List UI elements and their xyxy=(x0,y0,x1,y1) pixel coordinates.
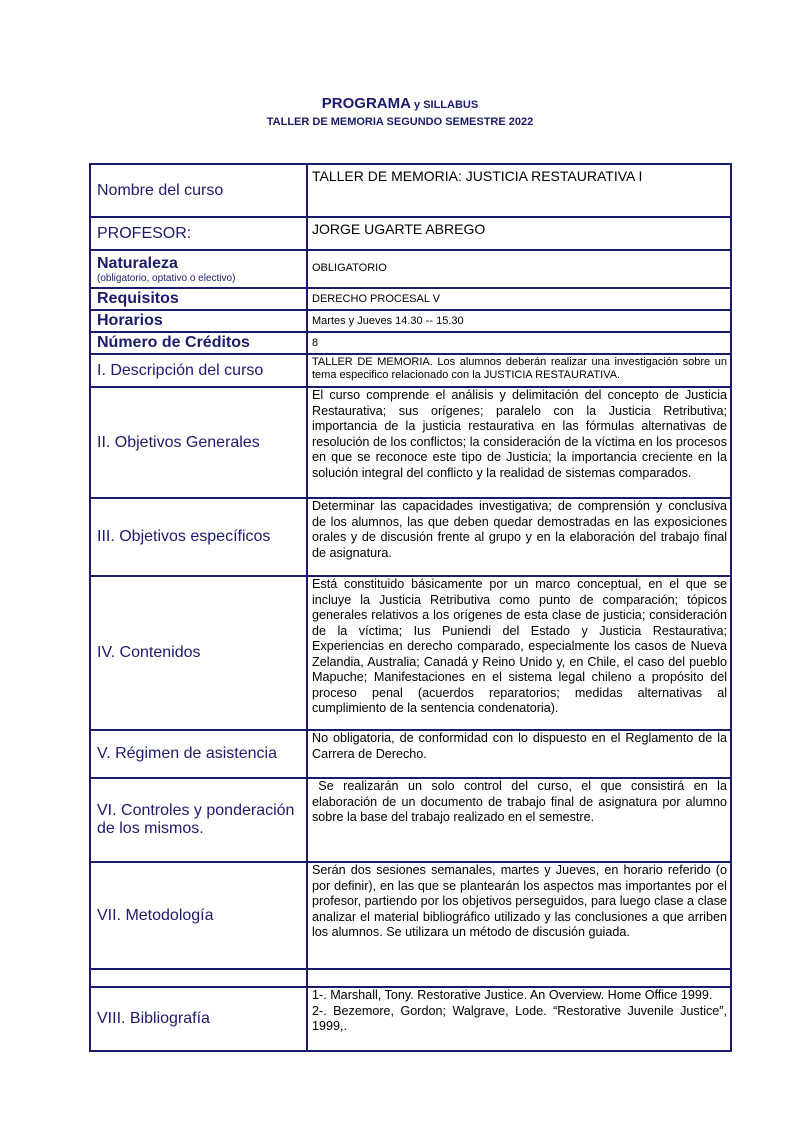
methodology-cell xyxy=(307,862,731,969)
row-credits xyxy=(90,332,731,354)
controls-label: VI. Controles y ponderación de los mismos. xyxy=(90,778,307,862)
description-label: I. Descripción del curso xyxy=(90,354,307,387)
document-header xyxy=(0,95,800,130)
professor-label: PROFESOR: xyxy=(90,217,307,250)
credits-value: 8 xyxy=(312,337,319,349)
professor-cell xyxy=(307,217,731,250)
attendance-cell xyxy=(307,730,731,778)
controls-value: Se realizarán un solo control del curso, el que consistirá en la elaboración de un documento de trabajo final de asignatura por alumno sobre la base del trabajo realizado en el semestre. xyxy=(312,779,727,824)
row-course-name xyxy=(90,164,731,217)
schedule-label: Horarios xyxy=(90,310,307,332)
title-main: PROGRAMA xyxy=(321,95,411,112)
schedule-cell xyxy=(307,310,731,332)
row-professor xyxy=(90,217,731,250)
row-methodology xyxy=(90,862,731,969)
attendance-label: V. Régimen de asistencia xyxy=(90,730,307,778)
specific-objectives-cell xyxy=(307,498,731,576)
course-name-label: Nombre del curso xyxy=(90,164,307,217)
empty-label-cell xyxy=(90,969,307,987)
specific-objectives-value: Determinar las capacidades investigativa; de comprensión y conclusiva de los alumnos, las que deben quedar demostradas en las exposiciones orales y de discusión frente al grupo y en la elaboración del trabajo final de asignatura. xyxy=(312,499,727,560)
title-suffix: y SILLABUS xyxy=(410,99,479,111)
schedule-value: Martes y Jueves 14.30 -- 15.30 xyxy=(312,315,464,327)
row-controls xyxy=(90,778,731,862)
bibliography-item: 1-. Marshall, Tony. Restorative Justice. An Overview. Home Office 1999. xyxy=(312,988,713,1002)
bibliography-label: VIII. Bibliografía xyxy=(90,987,307,1051)
description-value: TALLER DE MEMORIA. Los alumnos deberán realizar una investigación sobre un tema especifico relacionado con la JUSTICIA RESTAURATIVA. xyxy=(312,356,727,381)
syllabus-table xyxy=(89,163,732,1052)
contents-cell xyxy=(307,576,731,730)
credits-label: Número de Créditos xyxy=(90,332,307,354)
row-requirements xyxy=(90,288,731,310)
description-cell xyxy=(307,354,731,387)
bibliography-list xyxy=(312,988,727,1035)
attendance-value: No obligatoria, de conformidad con lo dispuesto en el Reglamento de la Carrera de Derecho. xyxy=(312,731,727,761)
empty-value-cell xyxy=(307,969,731,987)
row-specific-objectives xyxy=(90,498,731,576)
requirements-cell xyxy=(307,288,731,310)
row-nature xyxy=(90,250,731,288)
contents-label: IV. Contenidos xyxy=(90,576,307,730)
row-contents xyxy=(90,576,731,730)
nature-value: OBLIGATORIO xyxy=(312,262,387,274)
course-name-value: TALLER DE MEMORIA: JUSTICIA RESTAURATIVA I xyxy=(312,168,643,184)
row-empty xyxy=(90,969,731,987)
document-subtitle: TALLER DE MEMORIA SEGUNDO SEMESTRE 2022 xyxy=(266,116,534,128)
methodology-label: VII. Metodología xyxy=(90,862,307,969)
general-objectives-label: II. Objetivos Generales xyxy=(90,387,307,498)
bibliography-cell xyxy=(307,987,731,1051)
nature-label: Naturaleza xyxy=(97,254,178,272)
row-schedule xyxy=(90,310,731,332)
general-objectives-value: El curso comprende el análisis y delimitación del concepto de Justicia Restaurativa; sus orígenes; paralelo con la Justicia Retributiva; importancia de la justicia restaurativa en las fórmulas alternativas de resolución de los conflictos; la consideración de la víctima en los procesos en que se reconoce este tipo de Justicia; la importancia creciente en la solución integral del conflicto y la realidad de sistemas comparados. xyxy=(312,388,727,480)
row-bibliography xyxy=(90,987,731,1051)
requirements-value: DERECHO PROCESAL V xyxy=(312,293,440,305)
document-title xyxy=(0,95,800,114)
professor-value: JORGE UGARTE ABREGO xyxy=(312,221,486,237)
general-objectives-cell xyxy=(307,387,731,498)
bibliography-item: 2-. Bezemore, Gordon; Walgrave, Lode. “Restorative Juvenile Justice”, 1999,. xyxy=(312,1003,727,1033)
row-general-objectives xyxy=(90,387,731,498)
specific-objectives-label: III. Objetivos específicos xyxy=(90,498,307,576)
nature-label-cell xyxy=(90,250,307,288)
controls-cell xyxy=(307,778,731,862)
row-description xyxy=(90,354,731,387)
contents-value: Está constituido básicamente por un marco conceptual, en el que se incluye la Justicia Retributiva como punto de comparación; tópicos generales relativos a los orígenes de esta clase de justicia; consideración de la víctima; Ius Puniendi del Estado y Justicia Restaurativa; Experiencias en derecho comparado, especialmente los casos de Nueva Zelandia, Australia; Canadá y Reino Unido y, en Chile, el caso del pueblo Mapuche; Manifestaciones en el sistema legal chileno a propósito del proceso penal (acuerdos reparatorios; medidas alternativas al cumplimiento de la sentencia condenatoria). xyxy=(312,577,727,715)
requirements-label: Requisitos xyxy=(90,288,307,310)
methodology-value: Serán dos sesiones semanales, martes y Jueves, en horario referido (o por definir), en las que se plantearán los aspectos mas importantes por el profesor, partiendo por los objetivos perseguidos, para luego clase a clase analizar el material bibliográfico utilizado y las conclusiones a que arriben los alumnos. Se utilizara un método de discusión guiada. xyxy=(312,863,727,939)
course-name-cell xyxy=(307,164,731,217)
row-attendance xyxy=(90,730,731,778)
nature-note: (obligatorio, optativo o electivo) xyxy=(97,272,236,284)
nature-cell xyxy=(307,250,731,288)
credits-cell xyxy=(307,332,731,354)
